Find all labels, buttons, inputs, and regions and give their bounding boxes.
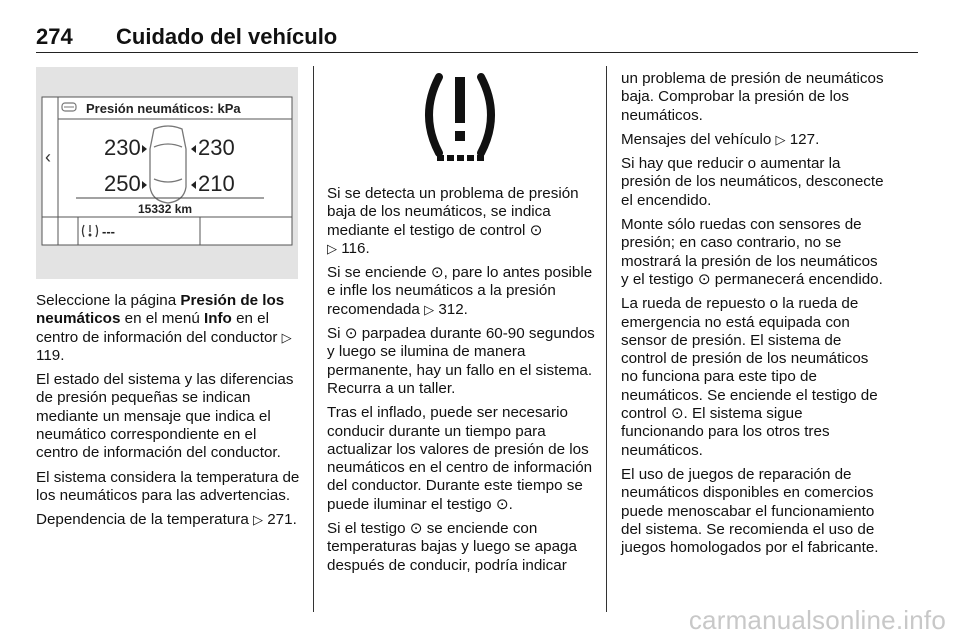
paragraph-repair-kits: El uso de juegos de reparación de neumáticos disponibles en comercios puede menoscabar el funcionamiento del sistema. Se recomienda el uso de juegos homologados por el fabricante. [621,465,879,557]
tire-pressure-display-figure [36,67,298,279]
paragraph-adjust-pressure: Si hay que reducir o aumentar la presión de los neumáticos, desconecte el encendido. [621,155,884,209]
menu-term-info: Info [204,310,232,328]
reference-arrow-icon: ▷ [281,329,292,345]
tpms-inline-icon: ⊙ [430,264,444,282]
paragraph-system-status: El estado del sistema y las diferencias de presión pequeñas se indican mediante un mensaje que indica el neumático correspondiente en el centro de información del conductor. [36,371,294,462]
column-right [621,70,889,563]
reference-arrow-icon: ▷ [253,512,263,528]
odometer-reading: 15332 km [138,202,193,216]
paragraph-light-flashing: Si ⊙ parpadea durante 60-90 segundos y luego se ilumina de manera permanente, hay un fallo en el sistema. Recurra a un taller. [327,325,595,397]
tpms-inline-icon: ⊙ [670,405,684,423]
rear-left-pressure: 250 [104,171,141,196]
tpms-inline-icon: ⊙ [697,270,711,288]
front-right-pressure: 230 [198,135,235,160]
tpms-inline-icon: ⊙ [529,221,543,239]
column-left [36,292,300,536]
rear-right-pressure: 210 [198,171,235,196]
paragraph-light-on: Si se enciende ⊙, pare lo antes posible e infle los neumáticos a la presión recomendada ▷ 312. [327,264,593,318]
watermark: carmanualsonline.info [688,605,946,635]
menu-term-tire-pressure: Presión de los neumáticos [36,292,285,328]
paragraph-spare-wheel: La rueda de repuesto o la rueda de emergencia no está equipada con sensor de presión. El sistema de control de presión de los neumáticos no funciona para este tipo de neumáticos. Se enciende el testigo de control ⊙. El sistema sigue funcionando para los otros tres neumáticos. [621,295,878,459]
tpms-inline-icon: ⊙ [495,495,509,513]
paragraph-low-pressure: Si se detecta un problema de presión baja de los neumáticos, se indica mediante el testigo de control ⊙ ▷ 116. [327,185,579,257]
paragraph-check-pressure: un problema de presión de neumáticos baja. Comprobar la presión de los neumáticos. [621,70,884,124]
back-arrow-icon: ‹ [45,147,51,167]
front-left-pressure: 230 [104,135,141,160]
paragraph-select-page: Seleccione la página Presión de los neumáticos en el menú Info en el centro de información del conductor ▷ 119. [36,292,292,364]
reference-arrow-icon: ▷ [327,240,337,256]
column-divider-left [313,66,314,612]
status-dashes: --- [102,224,115,239]
header-divider [36,52,918,53]
column-middle [327,185,595,581]
reference-arrow-icon: ▷ [424,301,435,317]
tpms-warning-figure [327,67,593,172]
tire-pressure-screen [36,67,298,279]
reference-arrow-icon: ▷ [775,131,786,147]
tpms-inline-icon: ⊙ [409,520,423,538]
page-header [36,24,918,52]
paragraph-after-inflation: Tras el inflado, puede ser necesario conducir durante un tiempo para actualizar los valores de presión de los neumáticos en el centro de información del conductor. Durante este tiempo se puede iluminar el testigo ⊙. [327,404,593,513]
tpms-warning-icon [327,67,593,172]
page-number: 274 [36,24,73,49]
paragraph-temperature-dependency: Dependencia de la temperatura ▷ 271. [36,511,297,529]
paragraph-sensor-wheels: Monte sólo ruedas con sensores de presión; en caso contrario, no se mostrará la presión de los neumáticos y el testigo ⊙ permanecerá encendido. [621,216,883,288]
screen-title: Presión neumáticos: kPa [86,101,241,116]
column-divider-right [606,66,607,612]
tpms-inline-icon: ⊙ [344,325,358,343]
section-title: Cuidado del vehículo [116,24,338,49]
paragraph-low-temperature: Si el testigo ⊙ se enciende con temperaturas bajas y luego se apaga después de conducir, podría indicar [327,520,577,574]
paragraph-vehicle-messages: Mensajes del vehículo ▷ 127. [621,130,820,148]
paragraph-temperature: El sistema considera la temperatura de los neumáticos para las advertencias. [36,468,300,504]
